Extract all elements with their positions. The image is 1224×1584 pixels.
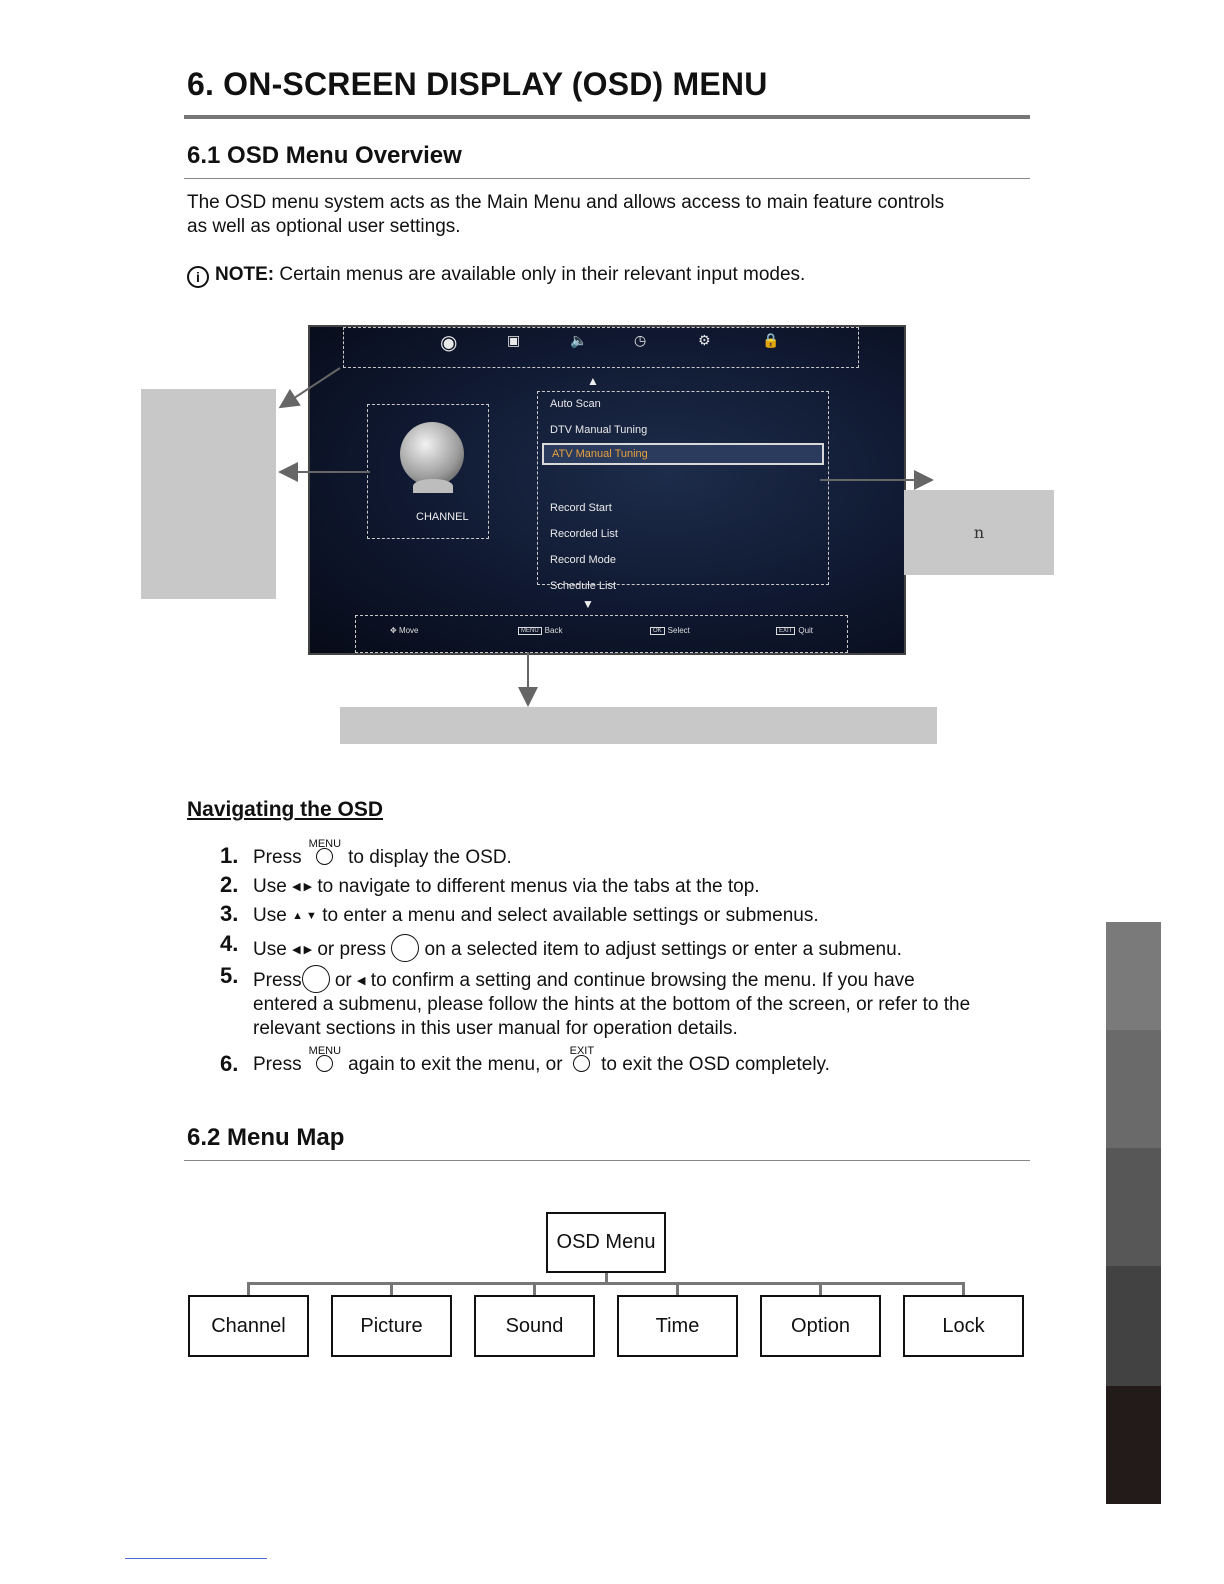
menu-item[interactable]: Record Start xyxy=(550,502,612,514)
navigation-heading: Navigating the OSD xyxy=(187,798,384,821)
step-text: entered a submenu, please follow the hints at the bottom of the screen, or refer to the xyxy=(253,994,971,1015)
step-text: on a selected item to adjust settings or enter a submenu. xyxy=(424,939,902,960)
time-tab-icon: ◷ xyxy=(634,332,647,348)
side-tab xyxy=(1106,1148,1161,1266)
tabs-arrow xyxy=(282,368,340,406)
menu-map-rule xyxy=(184,1160,1030,1161)
left-right-arrows-icon: ◀ ▶ xyxy=(292,881,313,893)
icon-caption: CHANNEL xyxy=(416,511,469,523)
step-text: to exit the OSD completely. xyxy=(601,1054,830,1075)
step-number: 5. xyxy=(220,963,239,988)
map-connector xyxy=(390,1282,393,1296)
step-number: 2. xyxy=(220,872,239,897)
map-child-option: Option xyxy=(760,1295,881,1357)
map-child-picture: Picture xyxy=(331,1295,452,1357)
option-tab-icon: ⚙ xyxy=(698,332,711,348)
step-6 xyxy=(253,1045,830,1077)
step-text: Use xyxy=(253,905,287,926)
map-root-box: OSD Menu xyxy=(546,1212,666,1273)
map-connector xyxy=(533,1282,536,1296)
menu-item[interactable]: Record Mode xyxy=(550,554,617,566)
ok-button-icon xyxy=(302,965,330,993)
step-4 xyxy=(253,934,902,962)
map-connector xyxy=(247,1282,250,1296)
step-text: to display the OSD. xyxy=(348,847,512,868)
map-connector xyxy=(676,1282,679,1296)
section-title: 6. ON-SCREEN DISPLAY (OSD) MENU xyxy=(187,66,768,102)
menu-button-label: MENU xyxy=(308,1045,342,1057)
exit-button-label: EXIT xyxy=(569,1045,595,1057)
overview-line-1: The OSD menu system acts as the Main Menu and allows access to main feature controls xyxy=(187,192,945,213)
map-child-time: Time xyxy=(617,1295,738,1357)
select-hint-label: Select xyxy=(667,626,690,635)
step-text: Use xyxy=(253,876,287,897)
side-tab xyxy=(1106,1266,1161,1386)
map-connector xyxy=(819,1282,822,1296)
note-text: Certain menus are available only in their relevant input modes. xyxy=(274,264,806,285)
map-child-lock: Lock xyxy=(903,1295,1024,1357)
info-icon: i xyxy=(187,266,209,288)
step-text: or xyxy=(334,970,352,991)
note-label: NOTE: xyxy=(215,264,275,285)
step-text: relevant sections in this user manual for operation details. xyxy=(253,1018,738,1039)
right-callout-box: n xyxy=(904,490,1054,575)
menu-key-icon: MENU xyxy=(518,627,542,635)
step-text: to navigate to different menus via the tabs at the top. xyxy=(317,876,760,897)
left-arrow-icon: ◀ xyxy=(357,975,366,987)
up-down-arrows-icon: ▲ ▼ xyxy=(292,910,317,922)
step-number: 4. xyxy=(220,931,239,956)
lock-tab-icon: 🔒 xyxy=(762,332,780,348)
menu-item-selected[interactable]: ATV Manual Tuning xyxy=(542,443,824,465)
step-text: Press xyxy=(253,1054,302,1075)
step-text: to enter a menu and select available settings or submenus. xyxy=(322,905,819,926)
menu-item[interactable]: DTV Manual Tuning xyxy=(550,424,648,436)
step-number: 6. xyxy=(220,1051,239,1076)
step-1 xyxy=(253,838,512,870)
step-text: again to exit the menu, or xyxy=(348,1054,563,1075)
sound-tab-icon: 🔈 xyxy=(570,332,588,348)
menu-item[interactable]: Schedule List xyxy=(550,580,617,592)
move-hint-label: Move xyxy=(398,626,419,635)
step-text: Use xyxy=(253,939,287,960)
side-tab xyxy=(1106,1030,1161,1148)
map-connector xyxy=(247,1282,965,1285)
channel-tab-icon: ◉ xyxy=(440,332,458,354)
step-5 xyxy=(253,965,970,1041)
menu-item[interactable]: Recorded List xyxy=(550,528,618,540)
ok-button-icon xyxy=(391,934,419,962)
move-arrows-icon: ✥ xyxy=(390,626,397,635)
overview-line-2: as well as optional user settings. xyxy=(187,216,461,237)
exit-hint-label: Quit xyxy=(798,626,814,635)
menu-item[interactable]: Auto Scan xyxy=(550,398,601,410)
menu-button-label: MENU xyxy=(308,838,342,850)
step-2 xyxy=(253,875,760,899)
step-number: 1. xyxy=(220,843,239,868)
picture-tab-icon: ▣ xyxy=(507,332,521,348)
footer-underline xyxy=(125,1558,267,1559)
step-text: Press xyxy=(253,970,302,991)
step-text: or press xyxy=(317,939,386,960)
step-3 xyxy=(253,904,819,928)
scroll-up-icon: ▲ xyxy=(587,374,599,388)
callout-arrows xyxy=(0,0,1224,760)
scroll-down-icon: ▼ xyxy=(582,597,594,611)
map-child-sound: Sound xyxy=(474,1295,595,1357)
step-text: Press xyxy=(253,847,302,868)
menu-button-icon xyxy=(307,838,343,870)
overview-heading: 6.1 OSD Menu Overview xyxy=(187,142,462,169)
ok-key-icon: OK xyxy=(650,627,665,635)
exit-key-icon: EXIT xyxy=(776,627,795,635)
exit-button-icon xyxy=(568,1045,596,1077)
left-right-arrows-icon: ◀ ▶ xyxy=(292,944,313,956)
map-connector xyxy=(962,1282,965,1296)
step-number: 3. xyxy=(220,901,239,926)
side-tab xyxy=(1106,922,1161,1030)
menu-button-icon xyxy=(307,1045,343,1077)
map-child-channel: Channel xyxy=(188,1295,309,1357)
menu-map-heading: 6.2 Menu Map xyxy=(187,1124,345,1151)
step-text: to confirm a setting and continue browsing the menu. If you have xyxy=(370,970,915,991)
back-hint-label: Back xyxy=(544,626,563,635)
side-tab xyxy=(1106,1386,1161,1504)
